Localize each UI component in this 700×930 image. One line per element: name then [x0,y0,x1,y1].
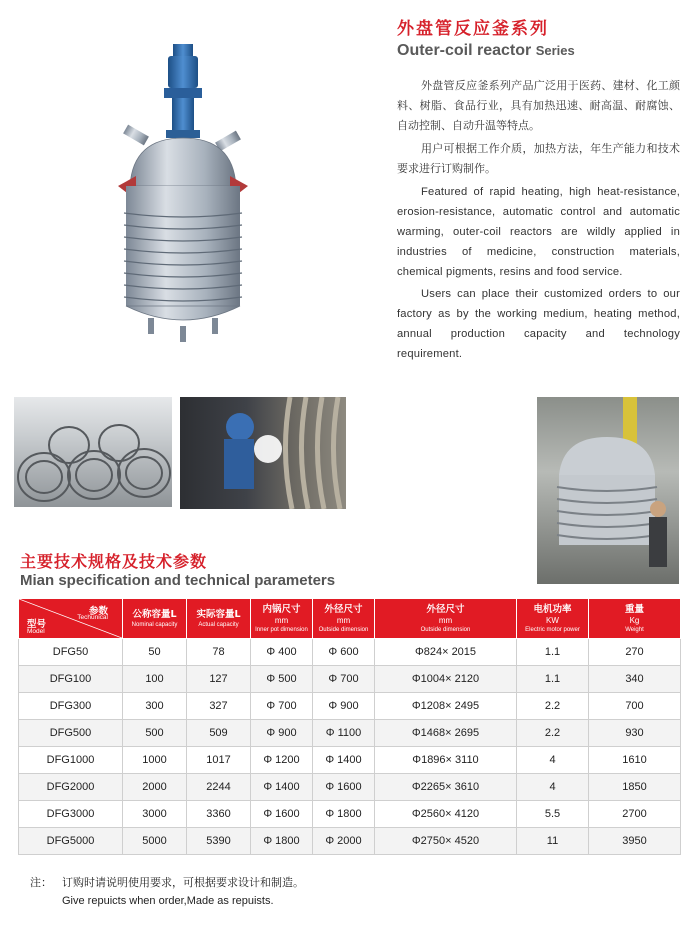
cell-nominal-capacity: 300 [123,693,187,720]
header-unit: Kg [629,615,640,625]
cell-nominal-capacity: 500 [123,720,187,747]
cell-outside-dimension-2: Φ2560× 4120 [375,801,517,828]
header-unit: mm [438,615,453,625]
reactor-product-image [108,38,298,350]
cell-inner-pot: Φ 900 [251,720,313,747]
cell-outside-dimension-2: Φ2265× 3610 [375,774,517,801]
cell-actual-capacity: 327 [187,693,251,720]
cell-model: DFG100 [19,666,123,693]
cell-actual-capacity: 509 [187,720,251,747]
intro-text [397,76,680,364]
cell-outside-dimension-1: Φ 600 [313,639,375,666]
cell-actual-capacity: 5390 [187,828,251,855]
cell-nominal-capacity: 50 [123,639,187,666]
header-cn: 重量 [624,603,644,615]
header-outside-dimension-1 [313,599,375,639]
header-unit: KW [546,615,559,625]
cell-outside-dimension-2: Φ1004× 2120 [375,666,517,693]
cell-motor-power: 11 [517,828,589,855]
cell-inner-pot: Φ 500 [251,666,313,693]
header-cn: 实际容量L [196,608,241,620]
header-unit: mm [274,615,289,625]
spec-table-body [19,639,681,855]
cell-actual-capacity: 127 [187,666,251,693]
table-row [19,801,681,828]
cell-model: DFG500 [19,720,123,747]
cell-inner-pot: Φ 400 [251,639,313,666]
table-row [19,693,681,720]
table-row [19,828,681,855]
cell-actual-capacity: 2244 [187,774,251,801]
cell-motor-power: 1.1 [517,666,589,693]
welding-photo [180,397,346,509]
page-title-cn: 外盘管反应釜系列 [397,19,549,38]
header-inner-pot-dimension [251,599,313,639]
cell-motor-power: 2.2 [517,693,589,720]
header-en: Electric motor power [525,626,580,633]
header-outside-dimension-2 [375,599,517,639]
table-row [19,747,681,774]
cell-inner-pot: Φ 1400 [251,774,313,801]
cell-weight: 3950 [589,828,681,855]
header-motor-power [517,599,589,639]
header-cn: 内锅尺寸 [262,603,301,615]
header-en: Weight [625,626,644,633]
cell-nominal-capacity: 3000 [123,801,187,828]
cell-nominal-capacity: 5000 [123,828,187,855]
cell-model: DFG300 [19,693,123,720]
cell-outside-dimension-2: Φ1208× 2495 [375,693,517,720]
workshop-coils-photo [14,397,172,507]
corner-param-label: 参数 [88,606,108,617]
cell-weight: 270 [589,639,681,666]
spec-table-header-row [19,599,681,639]
header-actual-capacity [187,599,251,639]
cell-inner-pot: Φ 1200 [251,747,313,774]
cell-outside-dimension-2: Φ2750× 4520 [375,828,517,855]
table-row [19,720,681,747]
cell-weight: 1610 [589,747,681,774]
cell-outside-dimension-1: Φ 1600 [313,774,375,801]
cell-outside-dimension-1: Φ 1800 [313,801,375,828]
page-title-en-main: Outer-coil reactor [397,42,532,59]
page-title-en [397,42,575,60]
spec-table [18,598,681,855]
installed-reactor-photo [537,397,679,584]
page-title-en-suffix: Series [535,43,575,58]
cell-inner-pot: Φ 1800 [251,828,313,855]
spec-section-title-en: Mian specification and technical parameters [20,572,336,589]
corner-param-label-en: Techunical [77,614,108,621]
note-text-cn: 订购时请说明使用要求，可根据要求设计和制造。 [62,876,304,889]
cell-model: DFG1000 [19,747,123,774]
intro-paragraph-cn-2: 用户可根据工作介质，加热方法，年生产能力和技术要求进行订购制作。 [397,142,680,175]
cell-weight: 2700 [589,801,681,828]
table-row [19,639,681,666]
cell-outside-dimension-1: Φ 2000 [313,828,375,855]
note-text-en: Give repuicts when order,Made as repuists. [62,895,274,907]
cell-outside-dimension-2: Φ1468× 2695 [375,720,517,747]
spec-table-corner-header [19,599,123,639]
cell-actual-capacity: 78 [187,639,251,666]
cell-actual-capacity: 1017 [187,747,251,774]
cell-model: DFG3000 [19,801,123,828]
header-cn: 外径尺寸 [324,603,363,615]
header-en: Actual capacity [198,621,239,628]
cell-motor-power: 4 [517,747,589,774]
cell-outside-dimension-2: Φ824× 2015 [375,639,517,666]
header-en: Inner pot dimension [255,626,308,633]
intro-paragraph-en-2: Users can place their customized orders to our factory as by the working medium, heating method, annual production capacity and technology requirement. [397,288,680,360]
cell-model: DFG2000 [19,774,123,801]
table-row [19,666,681,693]
header-cn: 电机功率 [533,603,572,615]
cell-outside-dimension-1: Φ 1400 [313,747,375,774]
cell-model: DFG5000 [19,828,123,855]
cell-inner-pot: Φ 700 [251,693,313,720]
cell-outside-dimension-1: Φ 900 [313,693,375,720]
cell-motor-power: 2.2 [517,720,589,747]
note-label: 注： [30,876,52,889]
header-en: Outside dimension [420,626,471,633]
cell-weight: 340 [589,666,681,693]
cell-motor-power: 1.1 [517,639,589,666]
header-weight [589,599,681,639]
cell-nominal-capacity: 1000 [123,747,187,774]
intro-paragraph-en-1: Featured of rapid heating, high heat-resistance, erosion-resistance, automatic control and automatic warming, outer-coil reactors are wildly applied in industries of medicine, construction materials, chemical pigments, resins and food service. [397,186,680,278]
intro-paragraph-cn-1: 外盘管反应釜系列产品广泛用于医药、建材、化工颜料、树脂、食品行业，具有加热迅速、耐高温、耐腐蚀、自动控制、自动升温等特点。 [397,79,680,132]
cell-inner-pot: Φ 1600 [251,801,313,828]
cell-outside-dimension-1: Φ 1100 [313,720,375,747]
header-unit: mm [336,615,351,625]
header-cn: 外径尺寸 [426,603,465,615]
cell-weight: 700 [589,693,681,720]
cell-outside-dimension-2: Φ1896× 3110 [375,747,517,774]
cell-weight: 1850 [589,774,681,801]
spec-section-title-cn: 主要技术规格及技术参数 [20,552,208,571]
cell-outside-dimension-1: Φ 700 [313,666,375,693]
cell-model: DFG50 [19,639,123,666]
header-en: Nominal capacity [131,621,178,628]
header-nominal-capacity [123,599,187,639]
cell-motor-power: 5.5 [517,801,589,828]
cell-nominal-capacity: 2000 [123,774,187,801]
cell-motor-power: 4 [517,774,589,801]
corner-model-label: 型号 [27,619,47,630]
header-cn: 公称容量L [132,608,177,620]
table-row [19,774,681,801]
corner-model-label-en: Model [27,628,45,635]
cell-nominal-capacity: 100 [123,666,187,693]
cell-weight: 930 [589,720,681,747]
cell-actual-capacity: 3360 [187,801,251,828]
header-en: Outside dimension [318,626,369,633]
